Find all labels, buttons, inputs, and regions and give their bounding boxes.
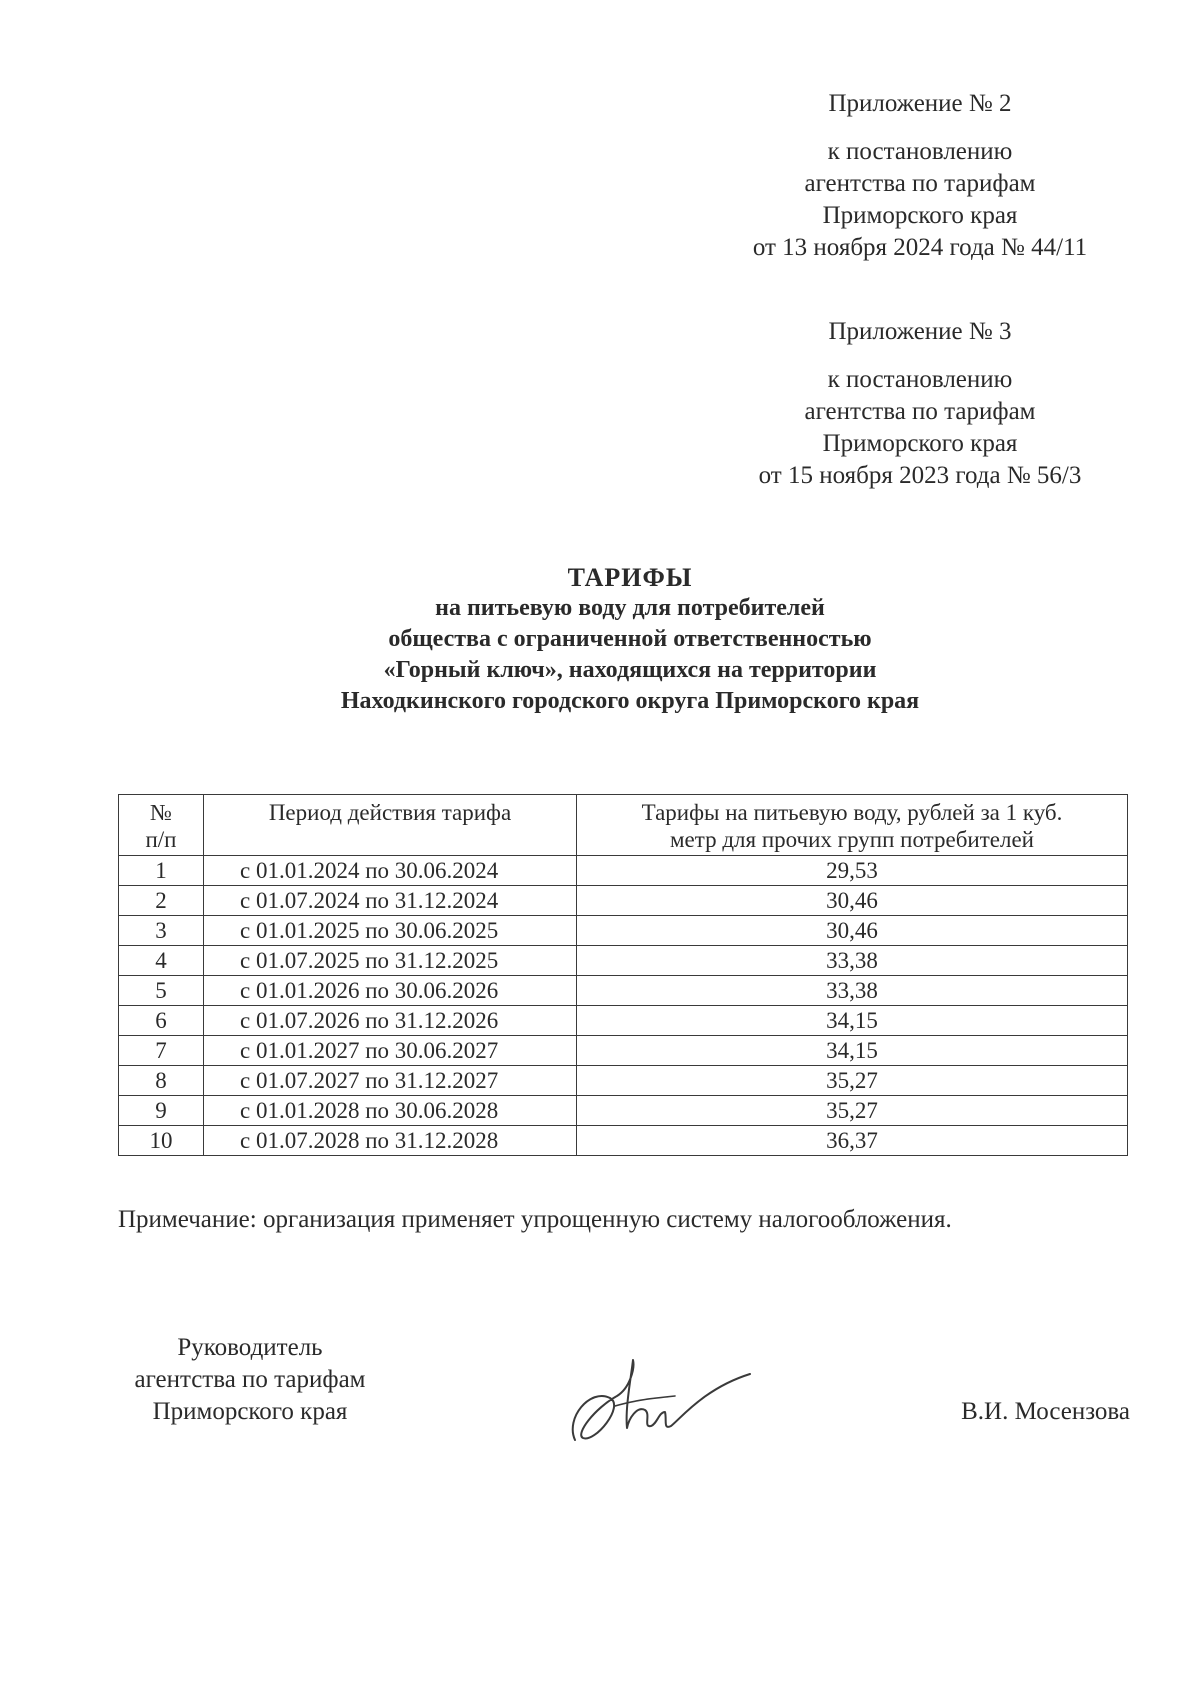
header-number	[119, 795, 204, 856]
header-tariff-line2: метр для прочих групп потребителей	[669, 827, 1034, 852]
appendix-line: от 15 ноября 2023 года № 56/3	[758, 462, 1082, 489]
row-tariff: 36,37	[577, 1126, 1128, 1156]
title-line: общества с ограниченной ответственностью	[388, 626, 872, 652]
appendix-line: Приморского края	[822, 430, 1018, 457]
title-line: на питьевую воду для потребителей	[435, 595, 825, 621]
header-tariff-line1: Тарифы на питьевую воду, рублей за 1 куб.	[641, 800, 1063, 825]
title-line: «Горный ключ», находящихся на территории	[383, 657, 877, 683]
signer-title	[110, 1332, 390, 1428]
row-tariff: 34,15	[577, 1006, 1128, 1036]
main-title: ТАРИФЫ	[567, 563, 693, 592]
row-number: 4	[119, 946, 204, 976]
signer-title-line: агентства по тарифам	[134, 1366, 366, 1393]
table-row	[119, 886, 1128, 916]
row-period: с 01.07.2028 по 31.12.2028	[204, 1126, 577, 1156]
row-number: 3	[119, 916, 204, 946]
row-number: 2	[119, 886, 204, 916]
table-header-row	[119, 795, 1128, 856]
table-row	[119, 1126, 1128, 1156]
signer-title-line: Руководитель	[177, 1334, 323, 1361]
appendix-number: Приложение № 3	[828, 318, 1012, 345]
handwritten-signature	[555, 1348, 755, 1458]
row-tariff: 35,27	[577, 1096, 1128, 1126]
header-number-line2: п/п	[145, 827, 177, 852]
row-number: 10	[119, 1126, 204, 1156]
row-number: 6	[119, 1006, 204, 1036]
row-period: с 01.01.2027 по 30.06.2027	[204, 1036, 577, 1066]
table-row	[119, 1006, 1128, 1036]
row-tariff: 33,38	[577, 976, 1128, 1006]
tariff-table	[118, 794, 1128, 1156]
row-period: с 01.07.2025 по 31.12.2025	[204, 946, 577, 976]
document-title	[150, 562, 1110, 717]
appendix-line: от 13 ноября 2024 года № 44/11	[752, 234, 1088, 261]
appendix-line: агентства по тарифам	[804, 170, 1036, 197]
appendix-line: агентства по тарифам	[804, 398, 1036, 425]
appendix-3-header	[720, 316, 1120, 492]
row-tariff: 33,38	[577, 946, 1128, 976]
header-period: Период действия тарифа	[204, 795, 577, 856]
note-text: Примечание: организация применяет упрощенную систему налогообложения.	[118, 1206, 952, 1233]
row-number: 1	[119, 856, 204, 886]
header-tariff	[577, 795, 1128, 856]
row-number: 7	[119, 1036, 204, 1066]
row-number: 5	[119, 976, 204, 1006]
table-row	[119, 1066, 1128, 1096]
signer-name: В.И. Мосензова	[961, 1398, 1130, 1425]
appendix-line: к постановлению	[827, 138, 1013, 165]
table-row	[119, 976, 1128, 1006]
signer-title-line: Приморского края	[152, 1398, 348, 1425]
table-row	[119, 856, 1128, 886]
title-line: Находкинского городского округа Приморского края	[340, 688, 920, 714]
table-row	[119, 1096, 1128, 1126]
row-tariff: 30,46	[577, 916, 1128, 946]
row-period: с 01.01.2028 по 30.06.2028	[204, 1096, 577, 1126]
row-number: 9	[119, 1096, 204, 1126]
row-tariff: 30,46	[577, 886, 1128, 916]
row-period: с 01.07.2027 по 31.12.2027	[204, 1066, 577, 1096]
row-number: 8	[119, 1066, 204, 1096]
appendix-line: Приморского края	[822, 202, 1018, 229]
table-row	[119, 946, 1128, 976]
row-period: с 01.07.2024 по 31.12.2024	[204, 886, 577, 916]
row-period: с 01.07.2026 по 31.12.2026	[204, 1006, 577, 1036]
row-period: с 01.01.2025 по 30.06.2025	[204, 916, 577, 946]
row-period: с 01.01.2024 по 30.06.2024	[204, 856, 577, 886]
appendix-number: Приложение № 2	[828, 90, 1012, 117]
appendix-line: к постановлению	[827, 366, 1013, 393]
row-tariff: 35,27	[577, 1066, 1128, 1096]
row-period: с 01.01.2026 по 30.06.2026	[204, 976, 577, 1006]
table-row	[119, 1036, 1128, 1066]
header-number-line1: №	[150, 800, 172, 825]
table-row	[119, 916, 1128, 946]
row-tariff: 29,53	[577, 856, 1128, 886]
row-tariff: 34,15	[577, 1036, 1128, 1066]
appendix-2-header	[720, 88, 1120, 264]
